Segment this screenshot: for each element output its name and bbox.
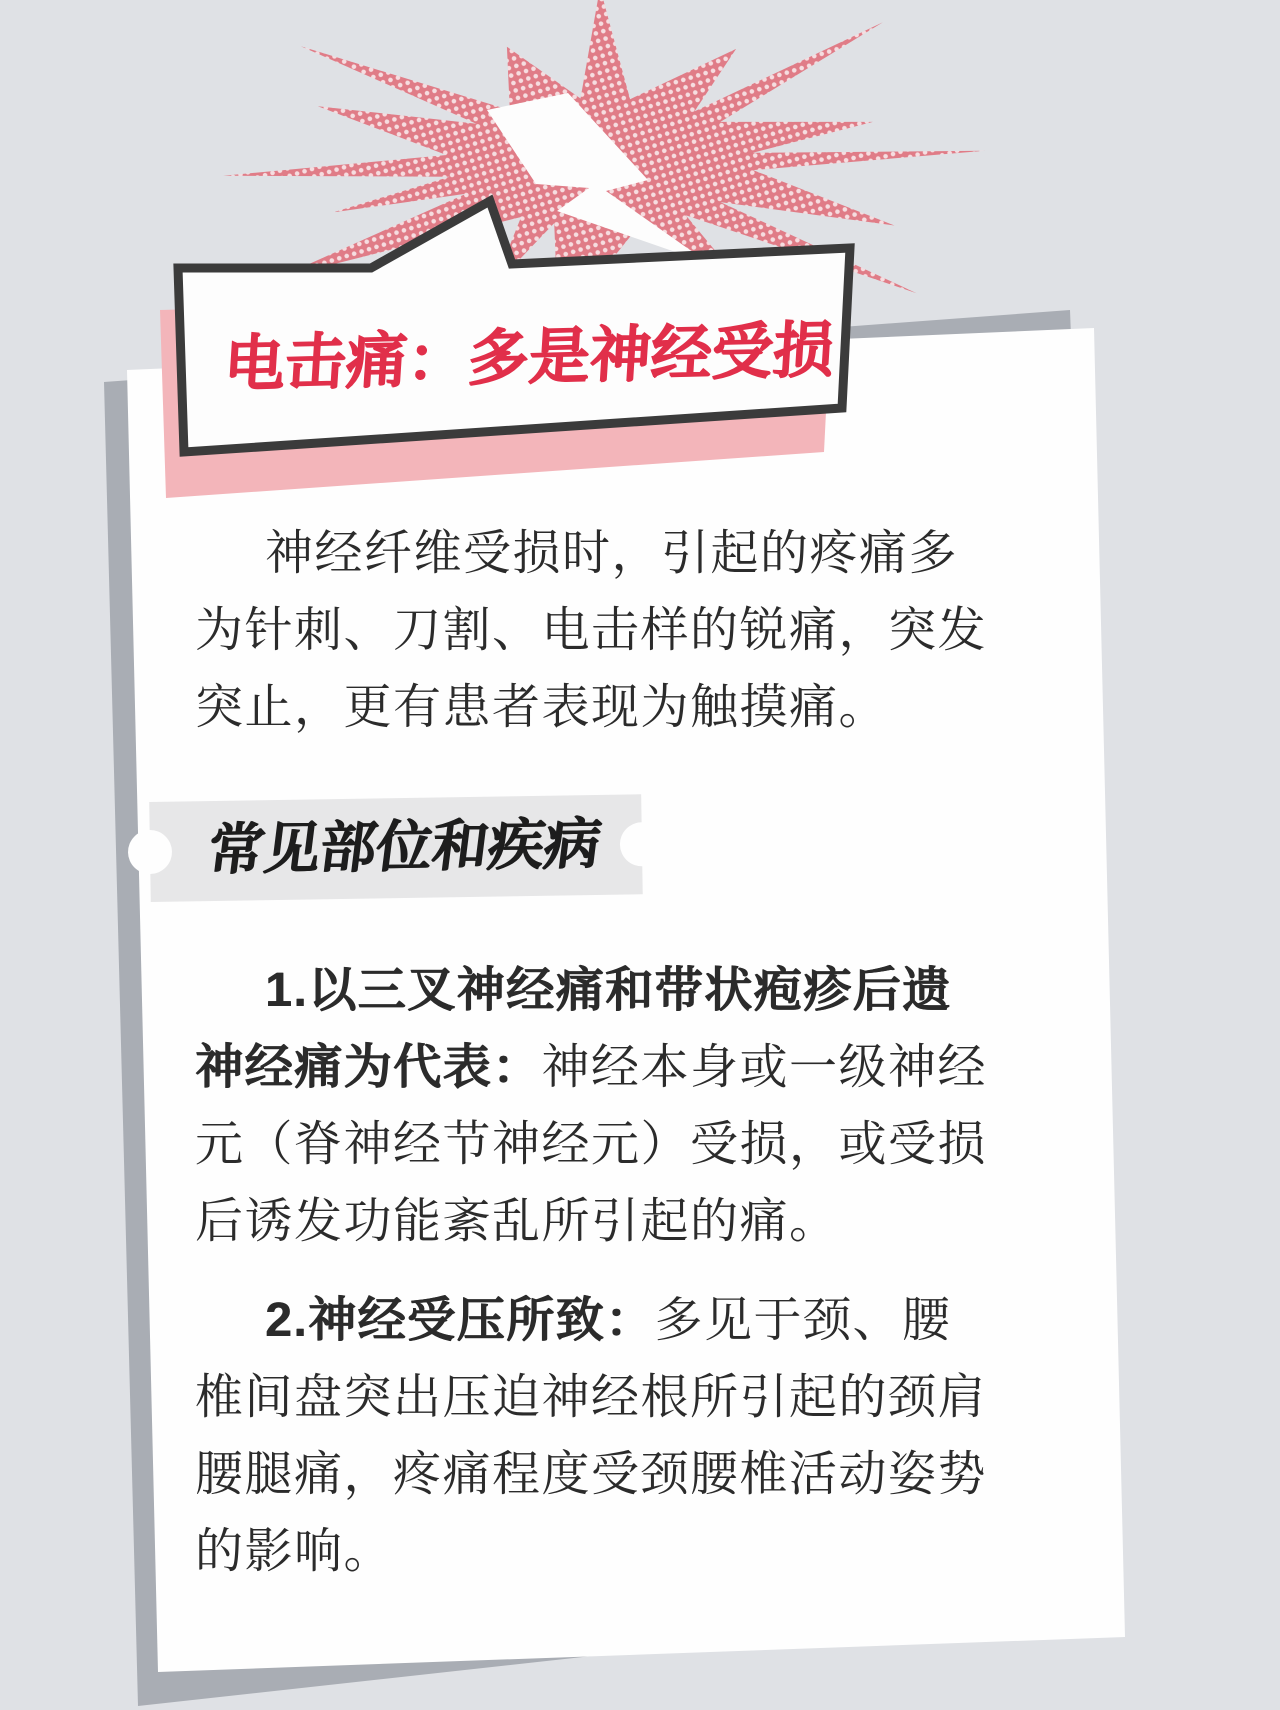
section-ribbon: [149, 794, 643, 902]
text-line: [195, 1436, 1035, 1513]
item-1-paragraph: [195, 952, 1035, 1260]
body-text: 为针刺、刀割、电击样的锐痛，突发: [195, 604, 988, 657]
lead-text: 2.神经受压所致：: [265, 1294, 655, 1347]
text-line: [195, 669, 1035, 746]
body-text: 神经纤维受损时，引起的疼痛多: [265, 527, 959, 580]
page-title: 电击痛：多是神经受损: [221, 315, 836, 399]
body-text: 后诱发功能紊乱所引起的痛。: [195, 1195, 839, 1248]
body-text: 椎间盘突出压迫神经根所引起的颈肩: [195, 1371, 988, 1424]
intro-paragraph: [195, 515, 1035, 746]
body-text: 元（脊神经节神经元）受损，或受损: [195, 1118, 988, 1171]
text-line: [195, 1513, 1035, 1590]
text-line: [195, 515, 1035, 592]
body-text: 神经本身或一级神经: [541, 1041, 988, 1094]
body-text: 突止，更有患者表现为触摸痛。: [195, 681, 889, 734]
text-line: [195, 1029, 1035, 1106]
lead-text: 1.以三叉神经痛和带状疱疹后遗: [265, 964, 952, 1017]
text-line: [195, 1282, 1035, 1359]
body-text: 的影响。: [195, 1525, 394, 1578]
text-line: [195, 1359, 1035, 1436]
section-title: 常见部位和疾病: [204, 811, 604, 882]
body-text: 腰腿痛，疼痛程度受颈腰椎活动姿势: [195, 1448, 988, 1501]
text-line: [195, 1183, 1035, 1260]
text-line: [195, 952, 1035, 1029]
body-text: 多见于颈、腰: [654, 1294, 952, 1347]
text-line: [195, 592, 1035, 669]
item-2-paragraph: [195, 1282, 1035, 1590]
text-line: [195, 1106, 1035, 1183]
lead-text: 神经痛为代表：: [195, 1041, 542, 1094]
